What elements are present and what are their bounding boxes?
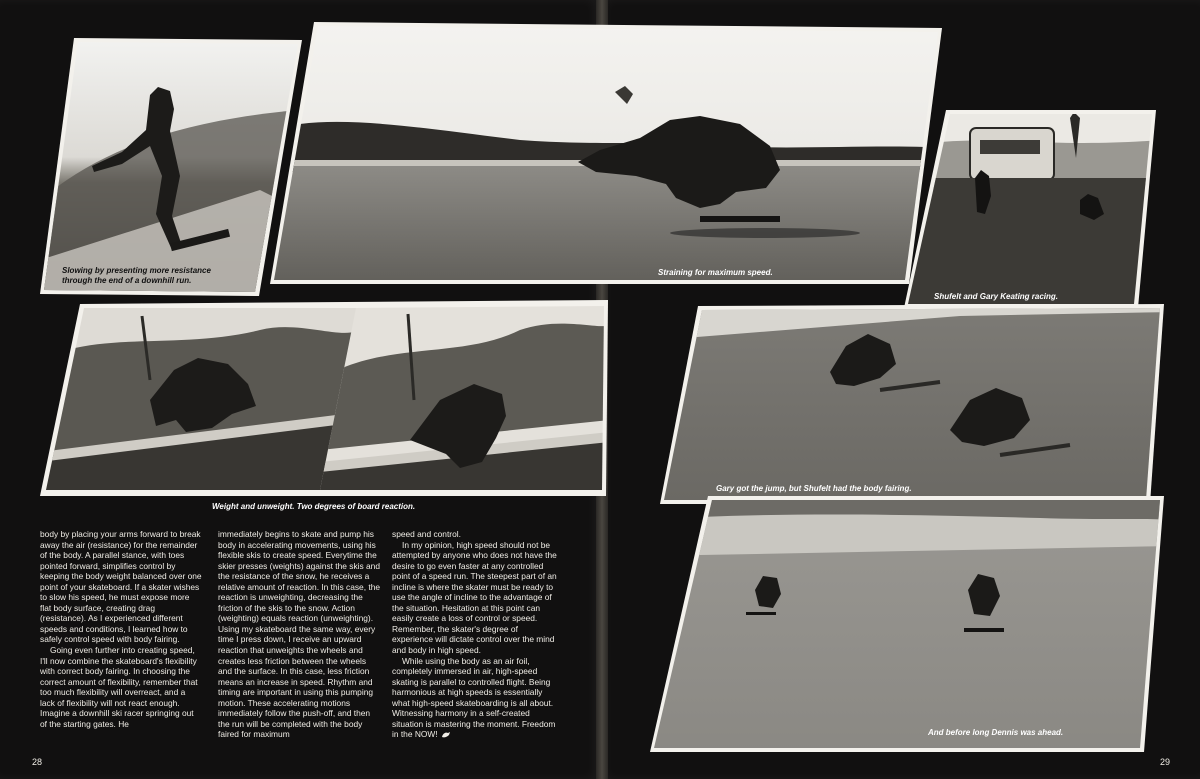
- caption-slowing: Slowing by presenting more resistance through the end of a downhill run.: [62, 266, 211, 285]
- col3-paragraph-3-text: While using the body as an air foil, completely immersed in air, high-speed skating is parallel to controlled flight. Being harmonious at high speeds is essentially what high-speed skateboarding is all about. Witnessing harmony in a self-created situation is mastering the moment. Freedom in the NOW!: [392, 655, 556, 740]
- col1-paragraph-1: body by placing your arms forward to break away the air (resistance) for the remainder of the body. A parallel stance, with toes pointed forward, simplifies control by keeping the body weight balanced over one point of your skateboard. If a skater wishes to slow his speed, he must expose more flat body surface, creating drag (resistance). As I experienced different speeds and conditions, I learned how to safely control speed with body fairing.: [40, 529, 202, 645]
- col2-paragraph-1: immediately begins to skate and pump his body in accelerating movements, using his flexible skis to create speed. Everytime the skier presses (weights) against the skis and the resistance of the snow, he receives a relative amount of reaction. In this case, the reaction is unweighting, decreasing the friction of the skis to the snow. Action (weighting) equals reaction (unweighting). Using my skateboard the same way, every time I press down, I receive an upward reaction that unweights the wheels and creates less friction between the wheels and the surface. In this case, less friction means an increase in speed. Rhythm and timing are important in using this pumping motion. These accelerating motions immediately follow the push-off, and then the run will be completed with the body faired for maximum: [218, 529, 381, 740]
- text-column-2: [218, 529, 380, 740]
- text-column-3: [392, 529, 558, 740]
- col3-paragraph-1: speed and control.: [392, 529, 461, 539]
- page-number-right: 29: [1160, 757, 1171, 767]
- caption-weight: Weight and unweight. Two degrees of board reaction.: [212, 502, 416, 511]
- caption-jump: Gary got the jump, but Shufelt had the body fairing.: [716, 484, 912, 493]
- end-of-article-icon: [441, 731, 451, 739]
- col1-paragraph-2: Going even further into creating speed, I'll now combine the skateboard's flexibility with correct body fairing. In choosing the correct amount of flexibility, remember that too much flexibility will overreact, and a lack of flexibility will not react enough. Imagine a downhill ski racer springing out of the starting gates. He: [40, 645, 198, 729]
- caption-dennis: And before long Dennis was ahead.: [928, 728, 1064, 737]
- col3-paragraph-3: [392, 656, 558, 740]
- page-number-left: 28: [32, 757, 43, 767]
- caption-straining: Straining for maximum speed.: [658, 268, 773, 277]
- caption-racing: Shufelt and Gary Keating racing.: [934, 292, 1059, 301]
- col3-paragraph-2: In my opinion, high speed should not be attempted by anyone who does not have the desire to go even faster at any controlled point of a speed run. The steepest part of an incline is where the skater must be ready to use the angle of incline to the advantage of the situation. Hesitation at this point can easily create a loss of control or speed. Remember, the skater's degree of experience will dictate control over the mind and body in high speed.: [392, 539, 557, 656]
- text-column-1: [40, 529, 202, 729]
